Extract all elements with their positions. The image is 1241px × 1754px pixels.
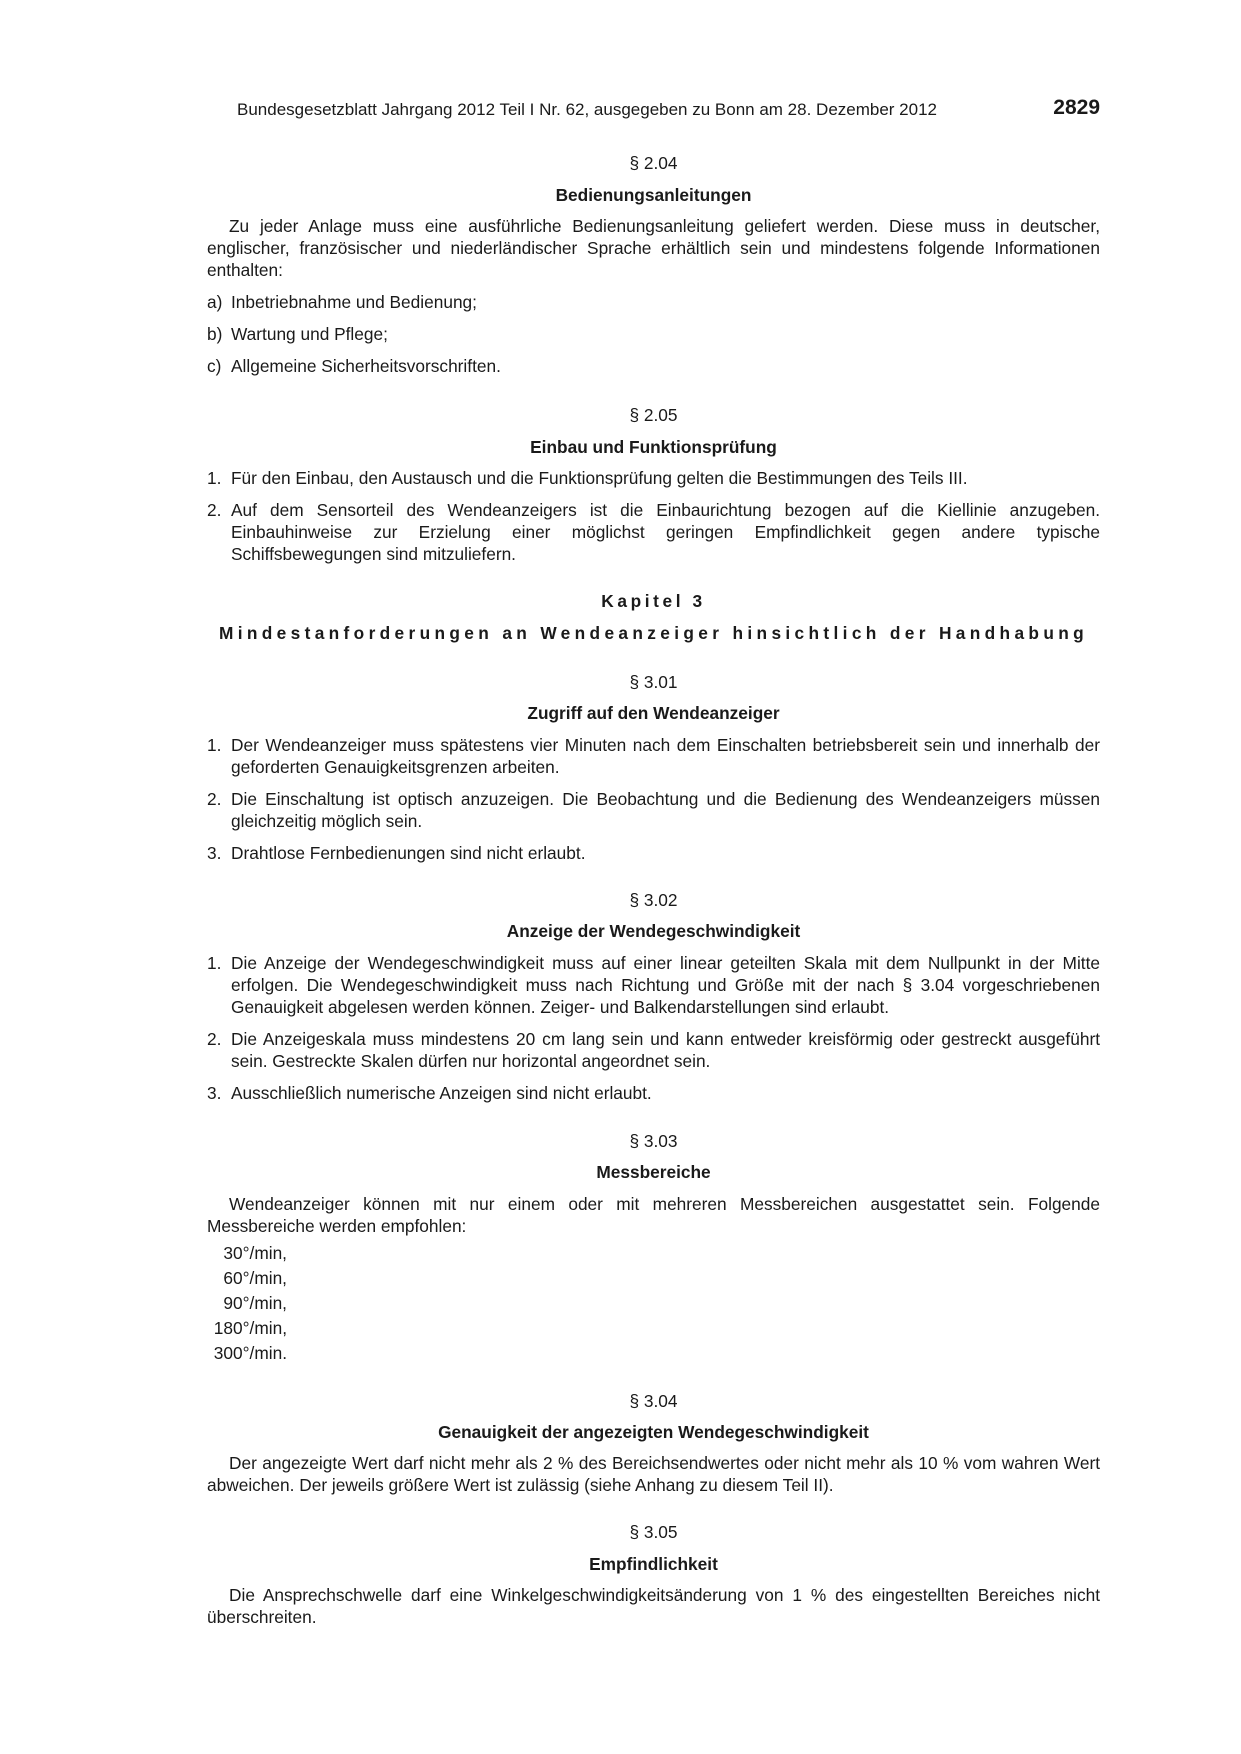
list-item bbox=[207, 842, 1100, 864]
section-title: Messbereiche bbox=[596, 1162, 711, 1182]
list-item bbox=[207, 499, 1100, 565]
section-title: Bedienungsanleitungen bbox=[555, 185, 752, 205]
section-title: Einbau und Funktionsprüfung bbox=[530, 437, 777, 457]
section-number: § 3.01 bbox=[629, 672, 678, 692]
chapter-label: Kapitel 3 bbox=[601, 591, 706, 611]
list-item-text: Drahtlose Fernbedienungen sind nicht erlaubt. bbox=[231, 843, 586, 863]
list-item bbox=[207, 323, 1100, 345]
section-title: Anzeige der Wendegeschwindigkeit bbox=[506, 921, 801, 941]
section-number: § 3.03 bbox=[629, 1131, 678, 1151]
list-marker: 1. bbox=[207, 953, 222, 973]
list-marker: 1. bbox=[207, 468, 222, 488]
section-number: § 2.05 bbox=[629, 405, 678, 425]
list-item-text: Wartung und Pflege; bbox=[231, 324, 388, 344]
section-number: § 3.04 bbox=[629, 1391, 678, 1411]
list-marker: 2. bbox=[207, 500, 222, 520]
list-item-text: Die Einschaltung ist optisch anzuzeigen. Die Beobachtung und die Bedienung des Wendeanzeigers müssen gleichzeitig möglich sein. bbox=[231, 789, 1100, 831]
range-item: 90°/min, bbox=[223, 1293, 287, 1313]
list-item bbox=[207, 1082, 1100, 1104]
section-title: Zugriff auf den Wendeanzeiger bbox=[527, 703, 780, 723]
page-number: 2829 bbox=[1053, 96, 1100, 119]
list-item-text: Der Wendeanzeiger muss spätestens vier Minuten nach dem Einschalten betriebsbereit sein und innerhalb der geforderten Genauigkeitsgrenzen arbeiten. bbox=[231, 735, 1100, 777]
list-marker: c) bbox=[207, 356, 222, 376]
list-item-text: Ausschließlich numerische Anzeigen sind nicht erlaubt. bbox=[231, 1083, 652, 1103]
range-item: 60°/min, bbox=[223, 1268, 287, 1288]
list-item bbox=[207, 467, 1100, 489]
section-number: § 3.05 bbox=[629, 1522, 678, 1542]
list-item-text: Allgemeine Sicherheitsvorschriften. bbox=[231, 356, 501, 376]
list-item bbox=[207, 788, 1100, 832]
list-item bbox=[207, 355, 1100, 377]
list-item-text: Die Anzeigeskala muss mindestens 20 cm lang sein und kann entweder kreisförmig oder gestreckt ausgeführt sein. Gestreckte Skalen dürfen nur horizontal angeordnet sein. bbox=[231, 1029, 1100, 1071]
section-title: Empfindlichkeit bbox=[589, 1554, 718, 1574]
list-item bbox=[207, 734, 1100, 778]
list-item bbox=[207, 291, 1100, 313]
range-item: 180°/min, bbox=[213, 1318, 287, 1338]
section-title: Genauigkeit der angezeigten Wendegeschwindigkeit bbox=[438, 1422, 869, 1442]
list-item bbox=[207, 1028, 1100, 1072]
range-item: 300°/min. bbox=[213, 1343, 287, 1363]
chapter-title: Mindestanforderungen an Wendeanzeiger hinsichtlich der Handhabung bbox=[218, 623, 1089, 643]
section-intro: Wendeanzeiger können mit nur einem oder mit mehreren Messbereichen ausgestattet sein. Folgende Messbereiche werden empfohlen: bbox=[207, 1194, 1100, 1236]
section-text: Der angezeigte Wert darf nicht mehr als 2 % des Bereichsendwertes oder nicht mehr als 10 % vom wahren Wert abweichen. Der jeweils größere Wert ist zulässig (siehe Anhang zu diesem Teil II). bbox=[207, 1453, 1100, 1495]
list-marker: 2. bbox=[207, 1029, 222, 1049]
section-number: § 3.02 bbox=[629, 890, 678, 910]
page-header bbox=[237, 96, 1100, 127]
section-number: § 2.04 bbox=[629, 153, 678, 173]
list-item-text: Auf dem Sensorteil des Wendeanzeigers ist die Einbaurichtung bezogen auf die Kiellinie anzugeben. Einbauhinweise zur Erzielung einer möglichst geringen Empfindlichkeit gegen andere typische Schiffsbewegungen sind mitzuliefern. bbox=[231, 500, 1100, 564]
list-marker: 3. bbox=[207, 1083, 222, 1103]
section-text: Die Ansprechschwelle darf eine Winkelgeschwindigkeitsänderung von 1 % des eingestellten Bereiches nicht überschreiten. bbox=[207, 1585, 1100, 1627]
list-marker: b) bbox=[207, 324, 223, 344]
list-item bbox=[207, 952, 1100, 1018]
list-item-text: Inbetriebnahme und Bedienung; bbox=[231, 292, 477, 312]
list-marker: 1. bbox=[207, 735, 222, 755]
section-intro: Zu jeder Anlage muss eine ausführliche Bedienungsanleitung geliefert werden. Diese muss in deutscher, englischer, französischer und niederländischer Sprache erhältlich sein und mindestens folgende Informationen enthalten: bbox=[207, 216, 1100, 280]
list-item-text: Für den Einbau, den Austausch und die Funktionsprüfung gelten die Bestimmungen des Teils III. bbox=[231, 468, 968, 488]
list-marker: a) bbox=[207, 292, 223, 312]
list-marker: 2. bbox=[207, 789, 222, 809]
range-item: 30°/min, bbox=[223, 1243, 287, 1263]
header-title: Bundesgesetzblatt Jahrgang 2012 Teil I Nr. 62, ausgegeben zu Bonn am 28. Dezember 2012 bbox=[237, 100, 937, 119]
list-item-text: Die Anzeige der Wendegeschwindigkeit muss auf einer linear geteilten Skala mit dem Nullpunkt in der Mitte erfolgen. Die Wendegeschwindigkeit muss nach Richtung und Größe mit der nach § 3.04 vorgeschriebenen Genauigkeit abgelesen werden können. Zeiger- und Balkendarstellungen sind erlaubt. bbox=[231, 953, 1100, 1017]
list-marker: 3. bbox=[207, 843, 222, 863]
